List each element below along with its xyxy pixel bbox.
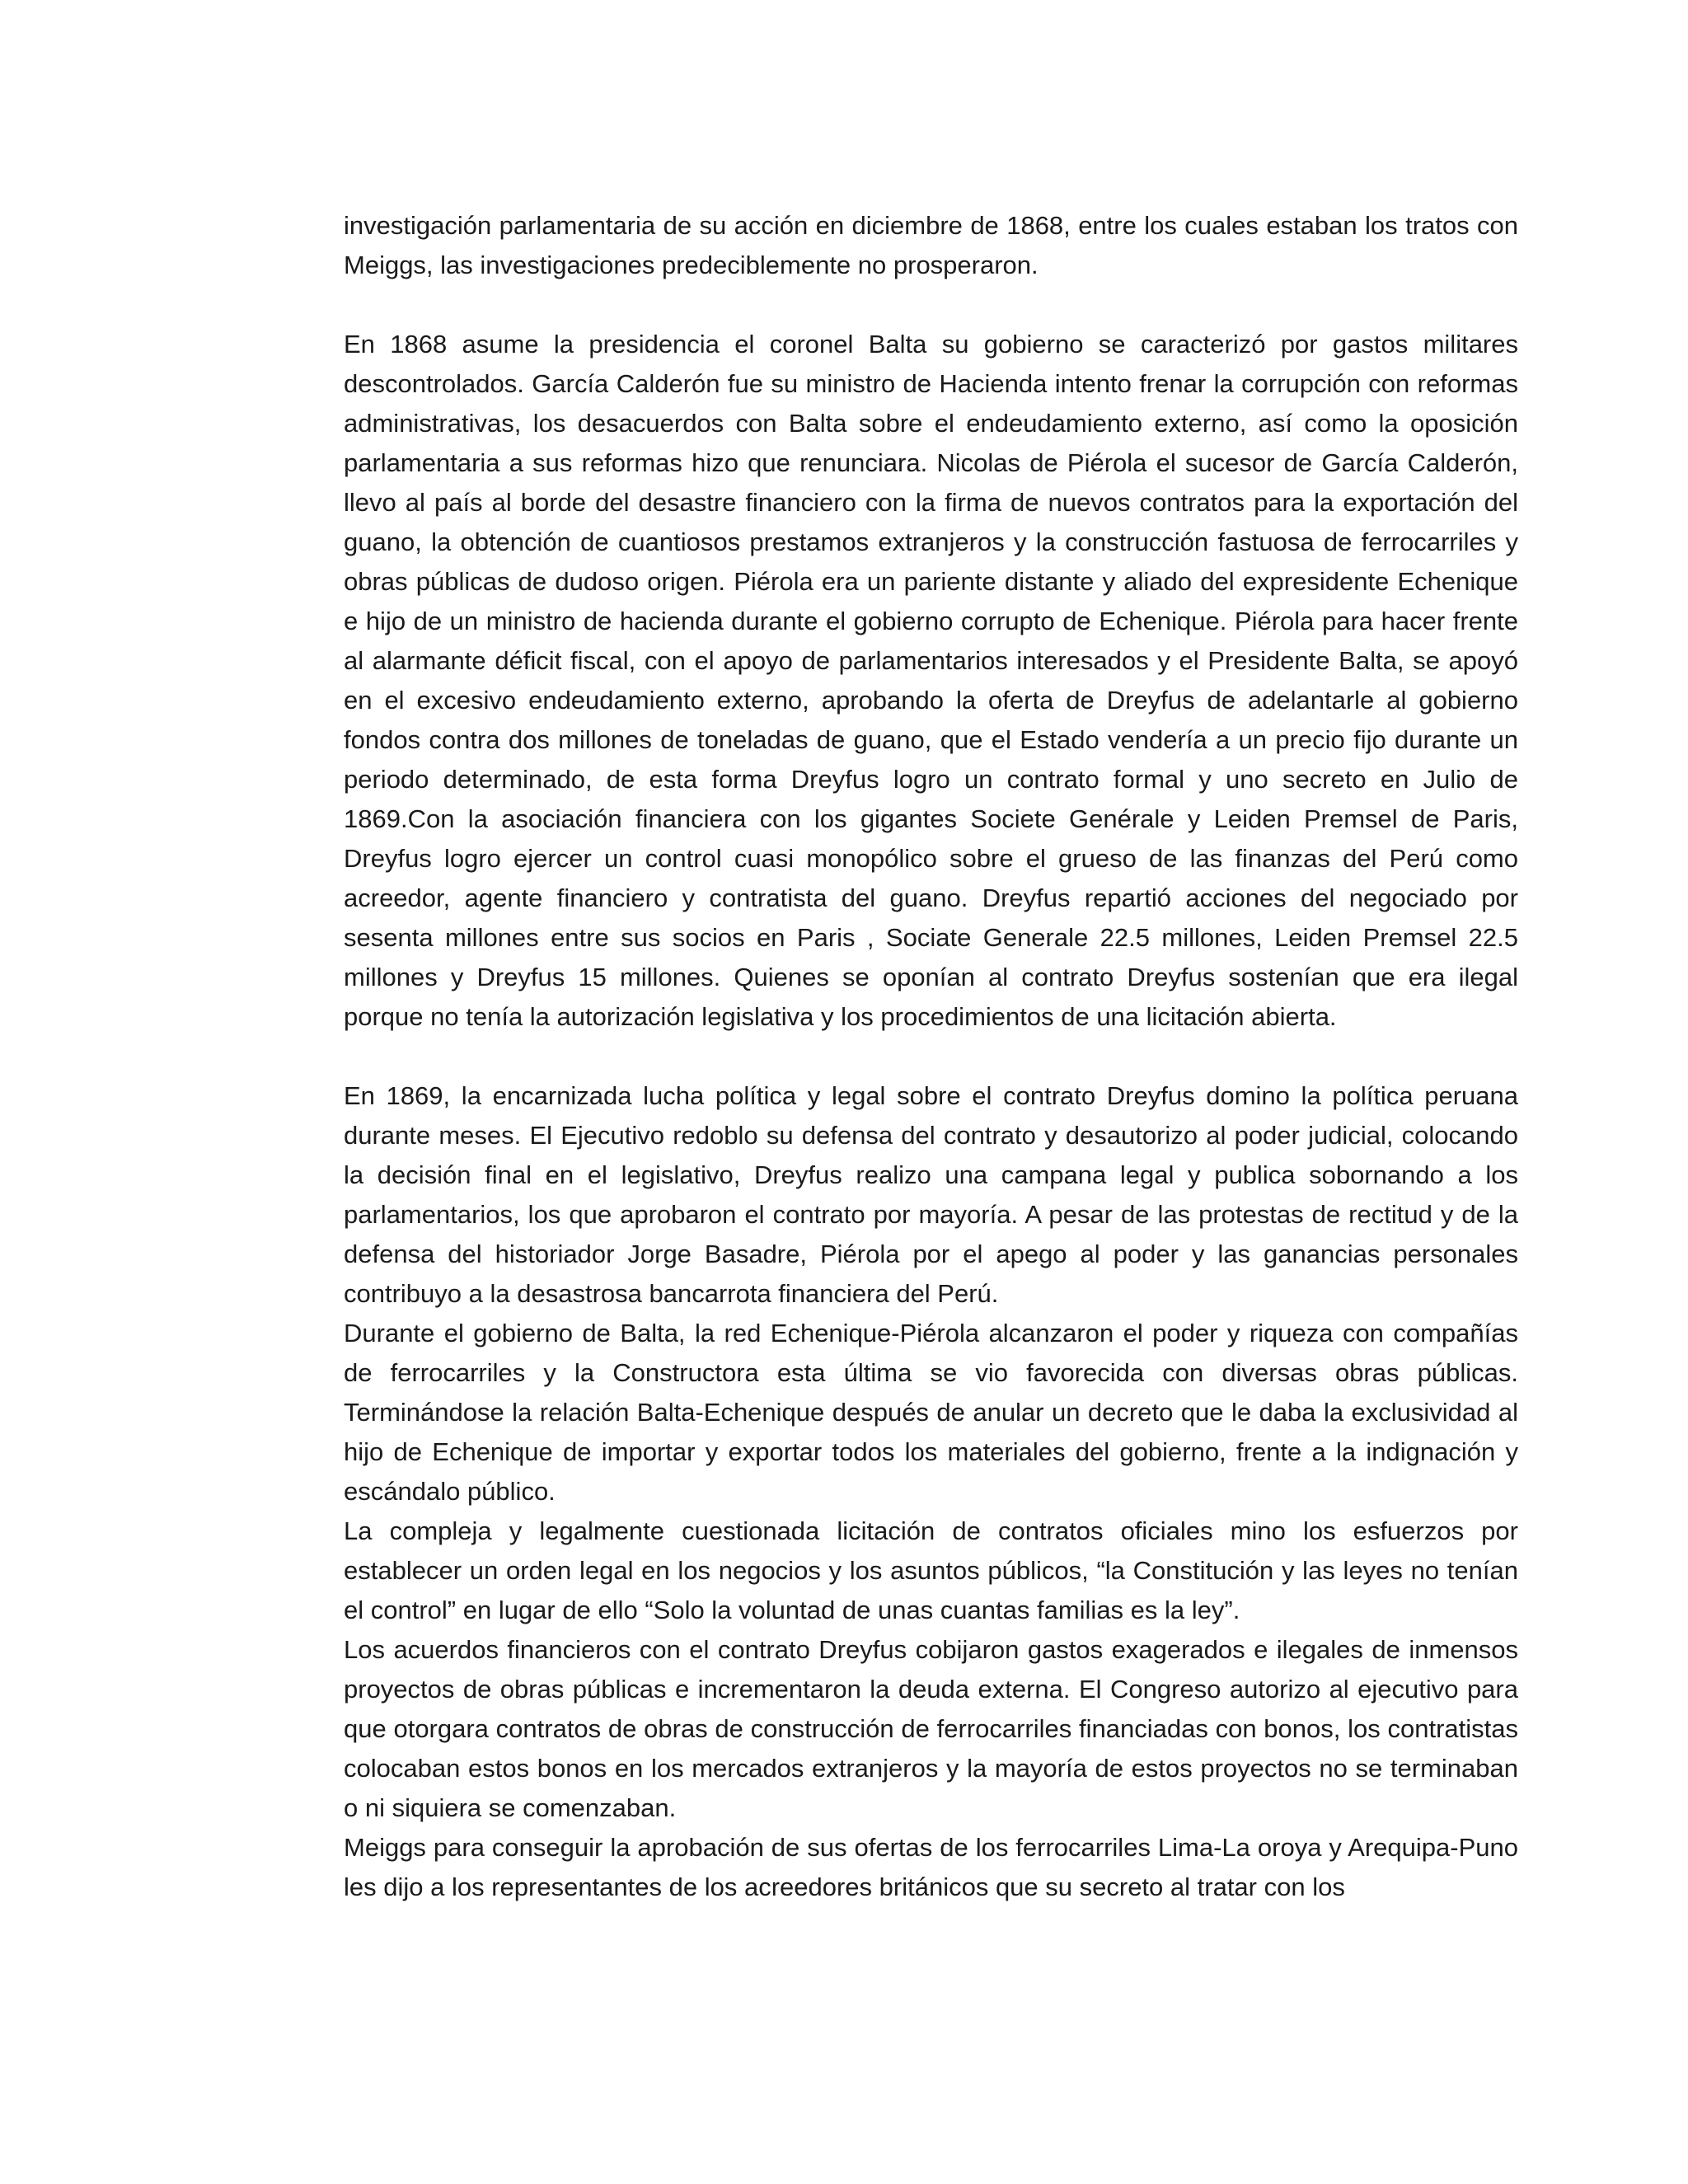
paragraph-6: Los acuerdos financieros con el contrato Dreyfus cobijaron gastos exagerados e ilegales de inmensos proyectos de obras públicas e incrementaron la deuda externa. El Congreso autorizo al ejecutivo para que otorgara contratos de obras de construcción de ferrocarriles financiadas con bonos, los contratistas colocaban estos bonos en los mercados extranjeros y la mayoría de estos proyectos no se terminaban o ni siquiera se comenzaban. (344, 1635, 1518, 1822)
paragraph-5: La compleja y legalmente cuestionada licitación de contratos oficiales mino los esfuerzos por establecer un orden legal en los negocios y los asuntos públicos, “la Constitución y las leyes no tenían el control” en lugar de ello “Solo la voluntad de unas cuantas familias es la ley”. (344, 1516, 1518, 1624)
paragraph-7: Meiggs para conseguir la aprobación de sus ofertas de los ferrocarriles Lima-La oroya y Arequipa-Puno les dijo a los representantes de los acreedores británicos que su secreto al tratar con los (344, 1833, 1518, 1901)
document-body (344, 206, 1518, 1907)
paragraph-3: En 1869, la encarnizada lucha política y legal sobre el contrato Dreyfus domino la política peruana durante meses. El Ejecutivo redoblo su defensa del contrato y desautorizo al poder judicial, colocando la decisión final en el legislativo, Dreyfus realizo una campana legal y publica sobornando a los parlamentarios, los que aprobaron el contrato por mayoría. A pesar de las protestas de rectitud y de la defensa del historiador Jorge Basadre, Piérola por el apego al poder y las ganancias personales contribuyo a la desastrosa bancarrota financiera del Perú. (344, 1081, 1518, 1308)
paragraph-4: Durante el gobierno de Balta, la red Echenique-Piérola alcanzaron el poder y riqueza con compañías de ferrocarriles y la Constructora esta última se vio favorecida con diversas obras públicas. Terminándose la relación Balta-Echenique después de anular un decreto que le daba la exclusividad al hijo de Echenique de importar y exportar todos los materiales del gobierno, frente a la indignación y escándalo público. (344, 1319, 1518, 1506)
paragraph-1: investigación parlamentaria de su acción en diciembre de 1868, entre los cuales estaban los tratos con Meiggs, las investigaciones predeciblemente no prosperaron. (344, 211, 1518, 279)
paragraph-2: En 1868 asume la presidencia el coronel Balta su gobierno se caracterizó por gastos militares descontrolados. García Calderón fue su ministro de Hacienda intento frenar la corrupción con reformas administrativas, los desacuerdos con Balta sobre el endeudamiento externo, así como la oposición parlamentaria a sus reformas hizo que renunciara. Nicolas de Piérola el sucesor de García Calderón, llevo al país al borde del desastre financiero con la firma de nuevos contratos para la exportación del guano, la obtención de cuantiosos prestamos extranjeros y la construcción fastuosa de ferrocarriles y obras públicas de dudoso origen. Piérola era un pariente distante y aliado del expresidente Echenique e hijo de un ministro de hacienda durante el gobierno corrupto de Echenique. Piérola para hacer frente al alarmante déficit fiscal, con el apoyo de parlamentarios interesados y el Presidente Balta, se apoyó en el excesivo endeudamiento externo, aprobando la oferta de Dreyfus de adelantarle al gobierno fondos contra dos millones de toneladas de guano, que el Estado vendería a un precio fijo durante un periodo determinado, de esta forma Dreyfus logro un contrato formal y uno secreto en Julio de 1869.Con la asociación financiera con los gigantes Societe Genérale y Leiden Premsel de Paris, Dreyfus logro ejercer un control cuasi monopólico sobre el grueso de las finanzas del Perú como acreedor, agente financiero y contratista del guano. Dreyfus repartió acciones del negociado por sesenta millones entre sus socios en Paris , Sociate Generale 22.5 millones, Leiden Premsel 22.5 millones y Dreyfus 15 millones. Quienes se oponían al contrato Dreyfus sostenían que era ilegal porque no tenía la autorización legislativa y los procedimientos de una licitación abierta. (344, 330, 1518, 1031)
